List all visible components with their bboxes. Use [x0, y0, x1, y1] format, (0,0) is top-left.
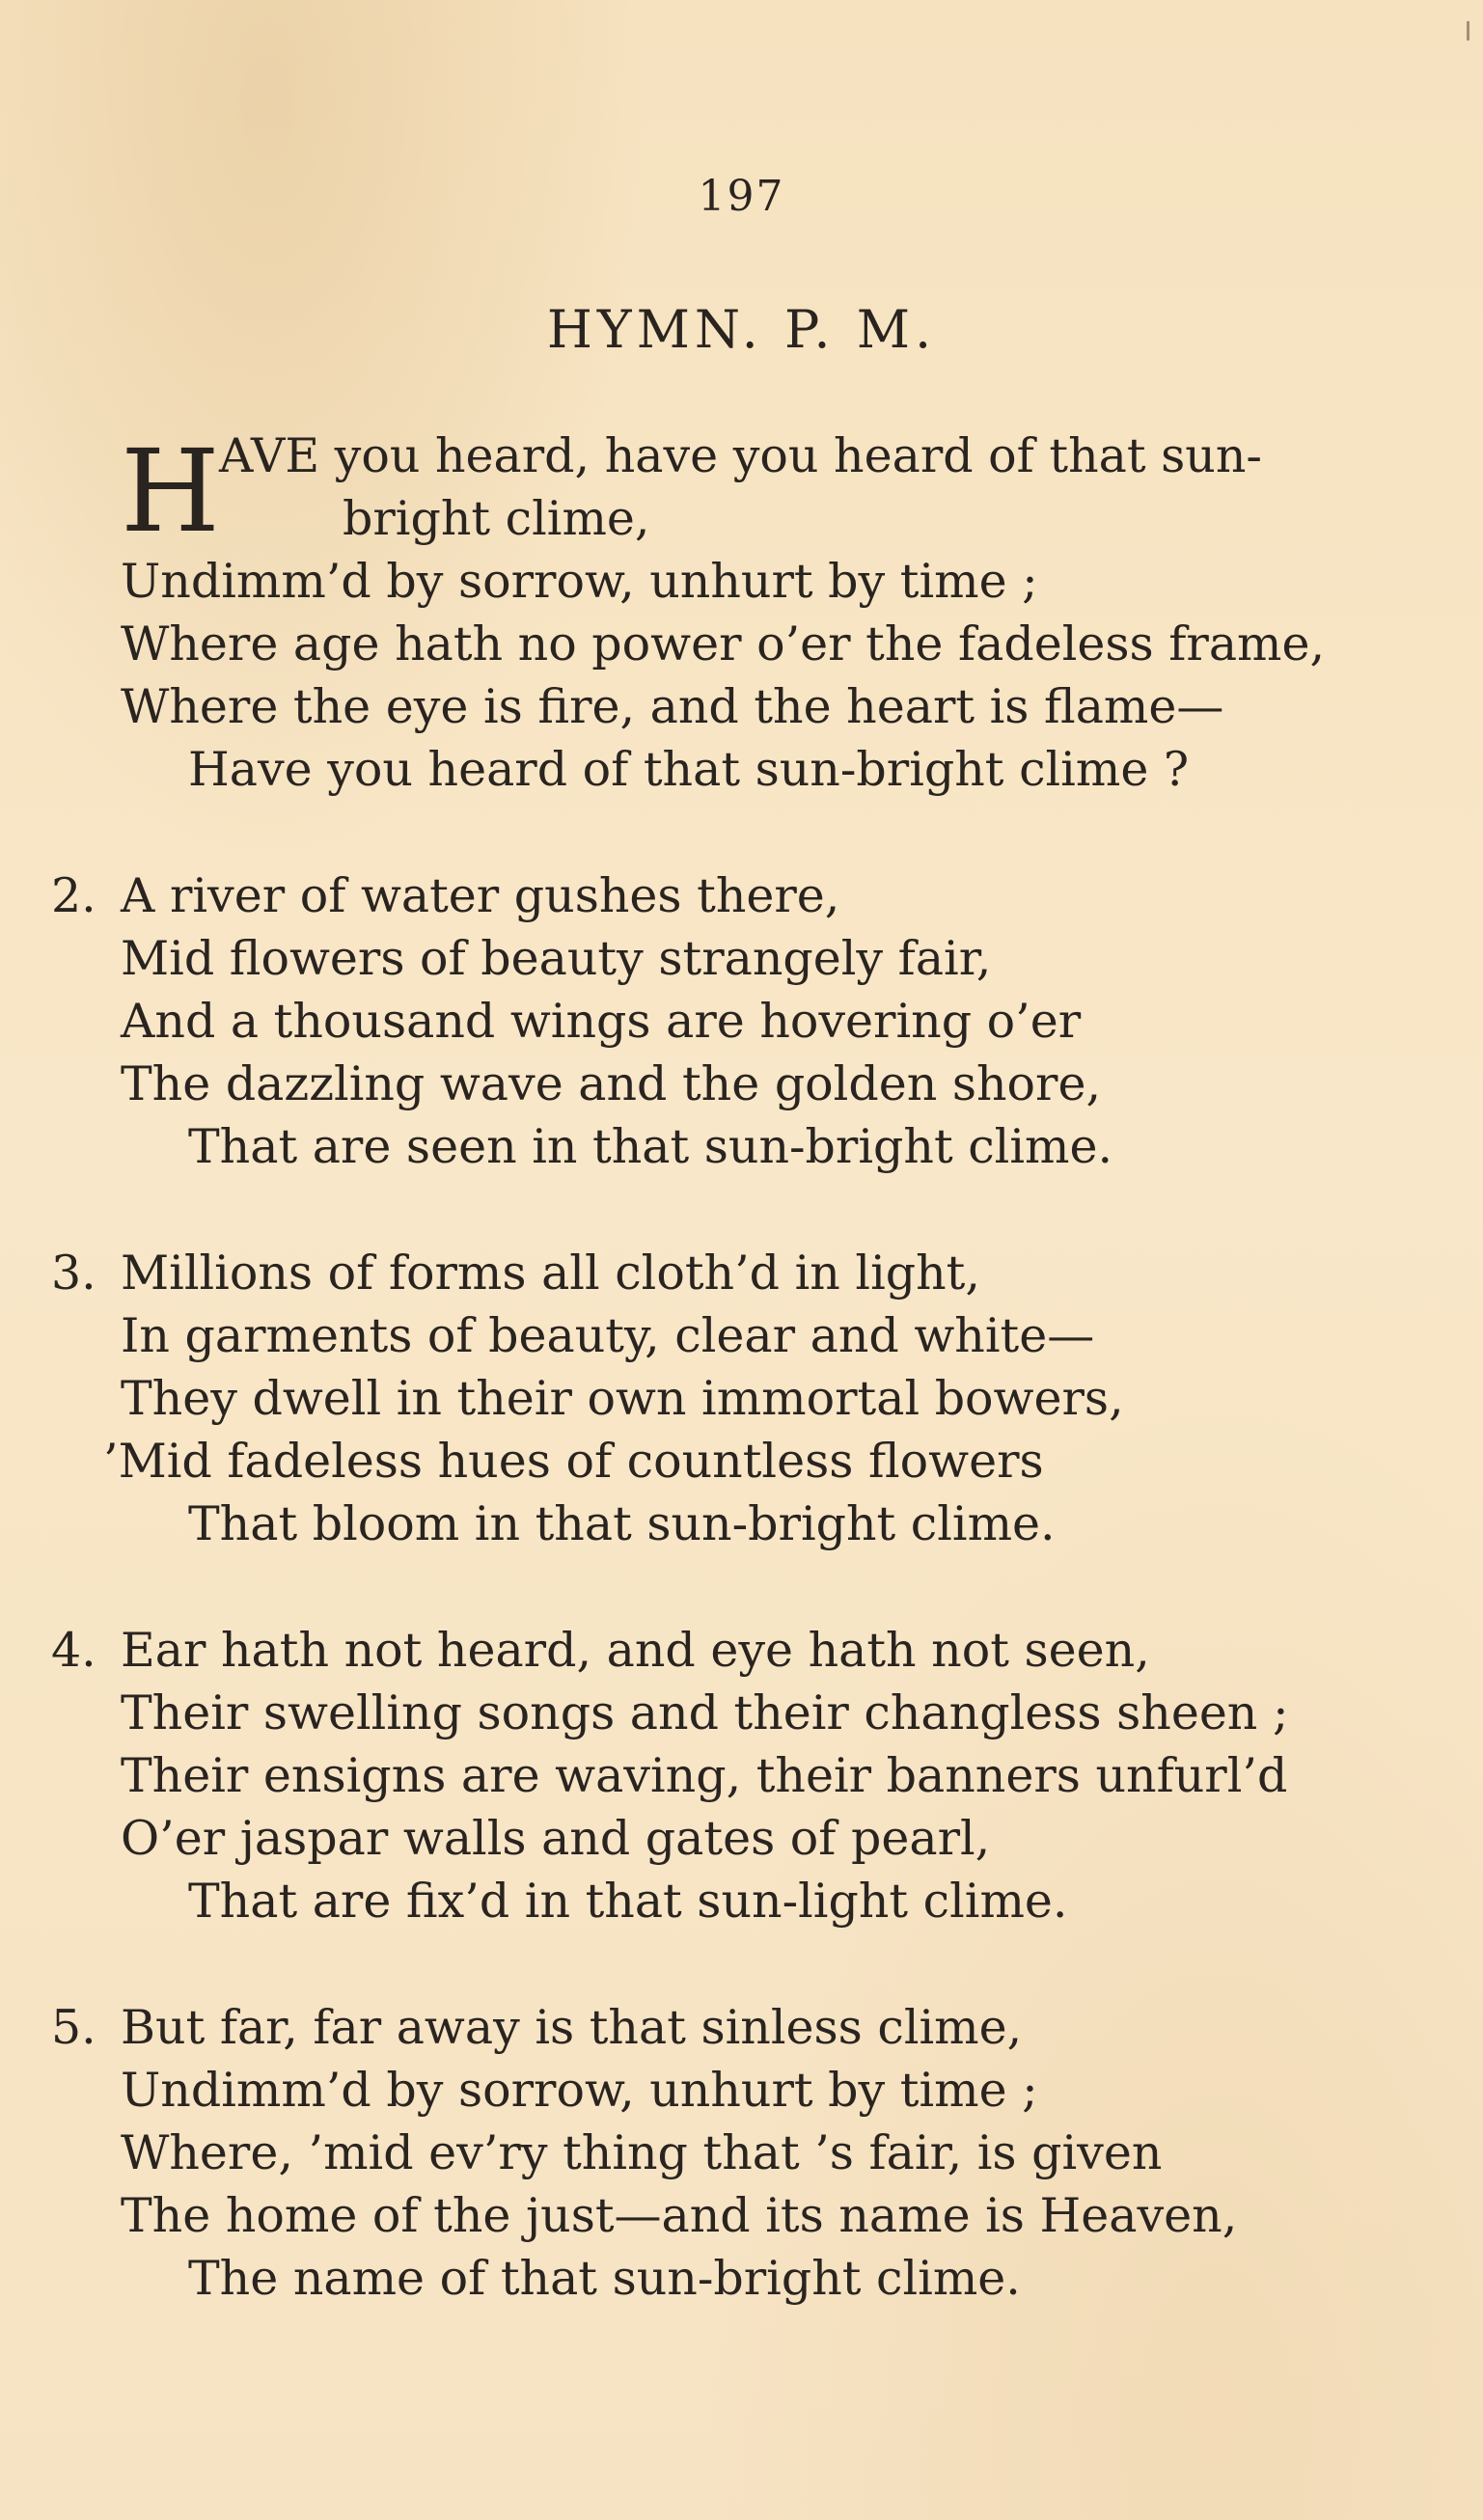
- verse-line: Millions of forms all cloth’d in light,: [121, 1246, 980, 1301]
- verse-line: They dwell in their own immortal bowers,: [121, 1371, 1124, 1426]
- verse-line: The name of that sun-bright clime.: [188, 2251, 1021, 2306]
- hymn-text: [51, 425, 1414, 2310]
- verse-line: AVE you heard, have you heard of that sun-: [219, 428, 1262, 483]
- verse-line: The home of the just—and its name is Heaven,: [121, 2188, 1238, 2243]
- verse-line: Where age hath no power o’er the fadeless frame,: [121, 616, 1326, 671]
- page-edge-mark: [1467, 21, 1469, 41]
- hymn-title: HYMN. P. M.: [546, 299, 937, 360]
- page-number: 197: [698, 172, 785, 221]
- verse-line: ’Mid fadeless hues of countless flowers: [103, 1434, 1044, 1489]
- verse-line: Ear hath not heard, and eye hath not seen,: [121, 1623, 1150, 1678]
- verse-line: O’er jaspar walls and gates of pearl,: [121, 1811, 991, 1866]
- verse-line: That are seen in that sun-bright clime.: [188, 1119, 1113, 1174]
- drop-cap: H: [121, 425, 220, 558]
- verse-line: That are fix’d in that sun-light clime.: [188, 1874, 1068, 1929]
- verse-line: Have you heard of that sun-bright clime ?: [188, 742, 1190, 797]
- stanza-4: [51, 1619, 1414, 1932]
- verse-line: Their ensigns are waving, their banners unfurl’d: [121, 1748, 1288, 1803]
- verse-line: The dazzling wave and the golden shore,: [121, 1056, 1102, 1111]
- verse-line: A river of water gushes there,: [121, 868, 840, 923]
- verse-line: bright clime,: [343, 491, 650, 546]
- verse-line: Undimm’d by sorrow, unhurt by time ;: [121, 554, 1038, 609]
- stanza-number: 4.: [51, 1623, 96, 1678]
- stanza-5: [51, 1996, 1414, 2310]
- verse-line: Where the eye is fire, and the heart is flame—: [121, 679, 1224, 734]
- verse-line: Mid flowers of beauty strangely fair,: [121, 931, 992, 986]
- verse-line: In garments of beauty, clear and white—: [121, 1308, 1095, 1363]
- stanza-2: [51, 864, 1414, 1178]
- verse-line: Where, ’mid ev’ry thing that ’s fair, is given: [121, 2125, 1163, 2180]
- verse-line: Their swelling songs and their changless sheen ;: [121, 1685, 1289, 1740]
- verse-line: Undimm’d by sorrow, unhurt by time ;: [121, 2063, 1038, 2118]
- verse-line: But far, far away is that sinless clime,: [121, 2000, 1023, 2055]
- stanza-1: [121, 425, 1414, 801]
- stanza-number: 3.: [51, 1246, 96, 1301]
- stanza-number: 2.: [51, 868, 96, 923]
- stanza-3: [51, 1242, 1414, 1555]
- verse-line: That bloom in that sun-bright clime.: [188, 1496, 1056, 1551]
- stanza-number: 5.: [51, 2000, 96, 2055]
- verse-line: And a thousand wings are hovering o’er: [121, 994, 1082, 1049]
